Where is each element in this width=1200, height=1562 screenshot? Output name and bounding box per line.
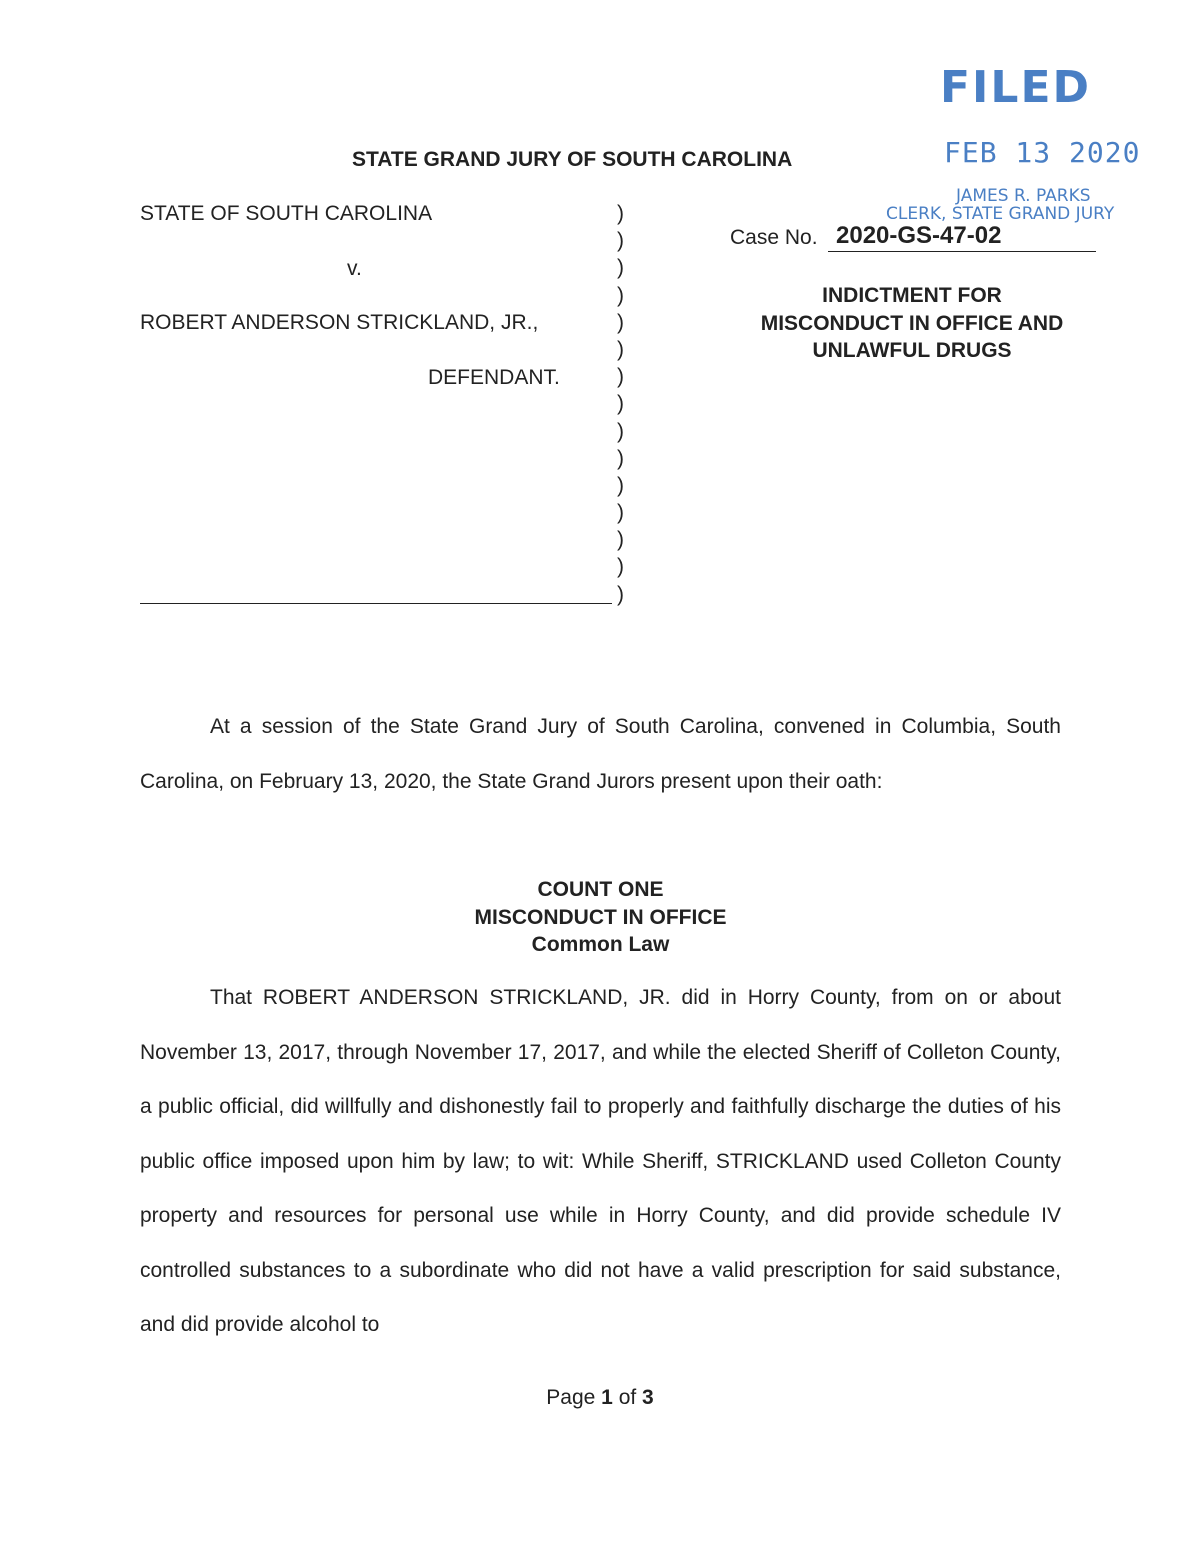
- indictment-title-line: MISCONDUCT IN OFFICE AND: [760, 311, 1064, 335]
- paren: ): [617, 229, 624, 253]
- filed-date-stamp: FEB 13 2020: [944, 136, 1141, 169]
- plaintiff-name: STATE OF SOUTH CAROLINA: [140, 202, 433, 225]
- count-one-paragraph-block: [140, 971, 1061, 1353]
- paren: ): [617, 310, 624, 334]
- count-one-paragraph: That ROBERT ANDERSON STRICKLAND, JR. did in Horry County, from on or about November 13, 2017, through November 17, 2017, and while the elected Sheriff of Colleton County, a public official, did willfully and dishonestly fail to properly and faithfully discharge the duties of his public office imposed upon him by law; to wit: While Sheriff, STRICKLAND used Colleton County property and resources for personal use while in Horry County, and did provide schedule IV controlled substances to a subordinate who did not have a valid prescription for said substance, and did provide alcohol to: [140, 986, 1061, 1336]
- paren: ): [617, 392, 624, 416]
- paren: ): [617, 446, 624, 470]
- indictment-title-line: INDICTMENT FOR: [822, 284, 1002, 307]
- clerk-title-stamp: CLERK, STATE GRAND JURY: [886, 204, 1115, 224]
- count-subheading: MISCONDUCT IN OFFICE: [474, 905, 727, 929]
- paren: ): [617, 555, 624, 579]
- case-number-underline: [828, 251, 1096, 252]
- paren: ): [617, 283, 624, 307]
- page-footer: [0, 1386, 1200, 1410]
- paren: ): [617, 419, 624, 443]
- page-word: Page: [546, 1386, 596, 1409]
- defendant-name: ROBERT ANDERSON STRICKLAND, JR.,: [140, 311, 539, 334]
- clerk-name-stamp: JAMES R. PARKS: [956, 186, 1091, 206]
- intro-paragraph: At a session of the State Grand Jury of South Carolina, convened in Columbia, South Carolina, on February 13, 2020, the State Grand Jurors present upon their oath:: [140, 715, 1061, 793]
- filed-stamp: FILED: [940, 62, 1092, 113]
- versus-label: v.: [347, 257, 362, 280]
- intro-paragraph-block: [140, 700, 1061, 809]
- defendant-label: DEFENDANT.: [428, 366, 560, 389]
- count-basis: Common Law: [531, 933, 670, 956]
- caption-parentheses: [617, 200, 637, 608]
- paren: ): [617, 501, 624, 525]
- case-number: 2020-GS-47-02: [836, 222, 1002, 249]
- count-heading: COUNT ONE: [537, 878, 664, 901]
- paren: ): [617, 528, 624, 552]
- paren: ): [617, 202, 624, 225]
- paren: ): [617, 256, 624, 280]
- page-total: 3: [642, 1386, 654, 1409]
- paren: ): [617, 337, 624, 361]
- case-number-label: Case No.: [730, 226, 818, 249]
- indictment-title-line: UNLAWFUL DRUGS: [812, 339, 1012, 362]
- paren: ): [617, 582, 624, 606]
- count-one-heading-block: [140, 876, 1061, 959]
- court-title: STATE GRAND JURY OF SOUTH CAROLINA: [352, 148, 793, 171]
- page-current: 1: [601, 1386, 613, 1409]
- paren: ): [617, 365, 624, 389]
- caption-underline: [140, 603, 612, 604]
- indictment-title: [730, 282, 1094, 365]
- paren: ): [617, 473, 624, 497]
- of-word: of: [618, 1386, 637, 1409]
